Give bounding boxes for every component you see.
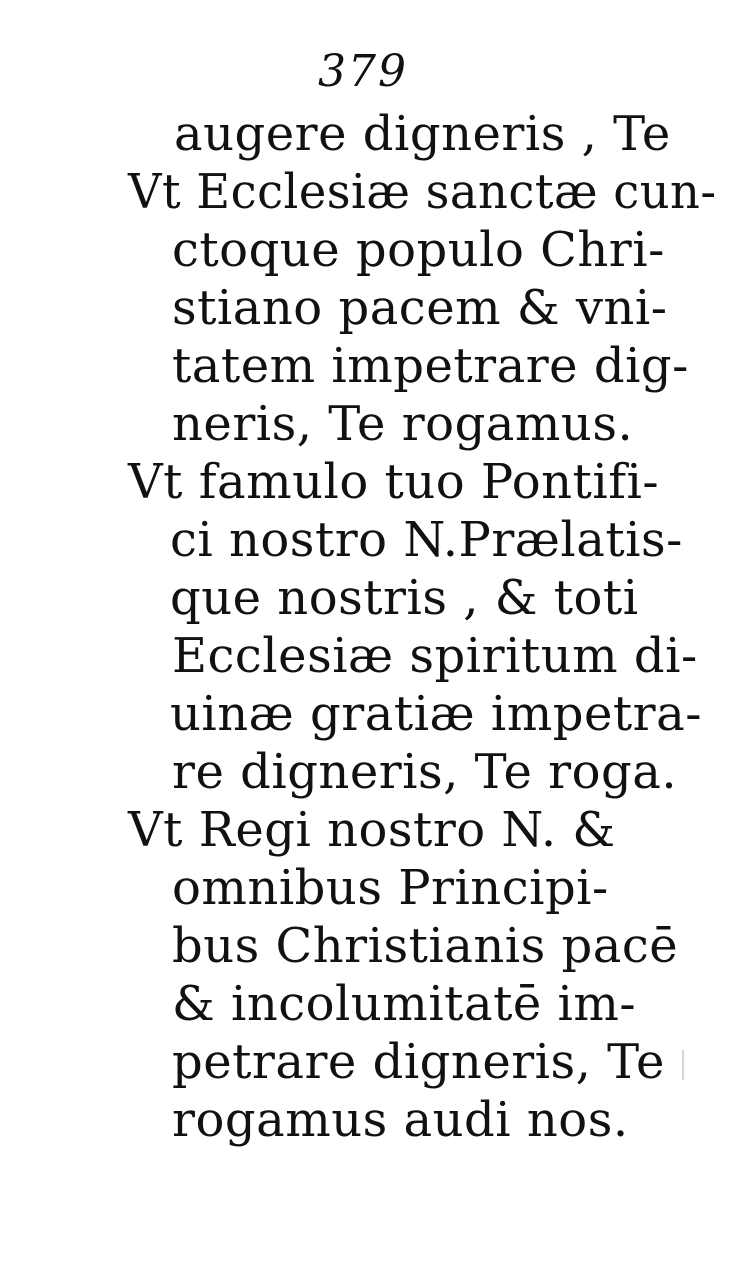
text-line: Vt famulo tuo Pontifi- [128, 454, 660, 510]
page-edge-mark [682, 1050, 684, 1080]
text-line: re digneris, Te roga. [172, 744, 678, 800]
text-line: bus Christianis pacē [172, 918, 679, 974]
text-line: omnibus Principi- [172, 860, 609, 916]
text-line: uinæ gratiæ impetra- [170, 686, 702, 742]
text-line: ctoque populo Chri- [172, 222, 665, 278]
text-line: Vt Ecclesiæ sanctæ cun- [128, 164, 717, 220]
text-line: neris, Te rogamus. [172, 396, 634, 452]
text-line: Vt Regi nostro N. & [128, 802, 616, 858]
text-line: que nostris , & toti [170, 570, 639, 626]
text-line: rogamus audi nos. [172, 1092, 629, 1148]
text-line: augere digneris , Te [174, 106, 671, 162]
text-line: petrare digneris, Te [172, 1034, 665, 1090]
text-line: Ecclesiæ spiritum di- [172, 628, 698, 684]
text-line: ci nostro N.Prælatis- [170, 512, 683, 568]
text-line: stiano pacem & vni- [172, 280, 668, 336]
text-line: tatem impetrare dig- [172, 338, 689, 394]
page-number: 379 [318, 46, 408, 97]
text-line: & incolumitatē im- [172, 976, 637, 1032]
